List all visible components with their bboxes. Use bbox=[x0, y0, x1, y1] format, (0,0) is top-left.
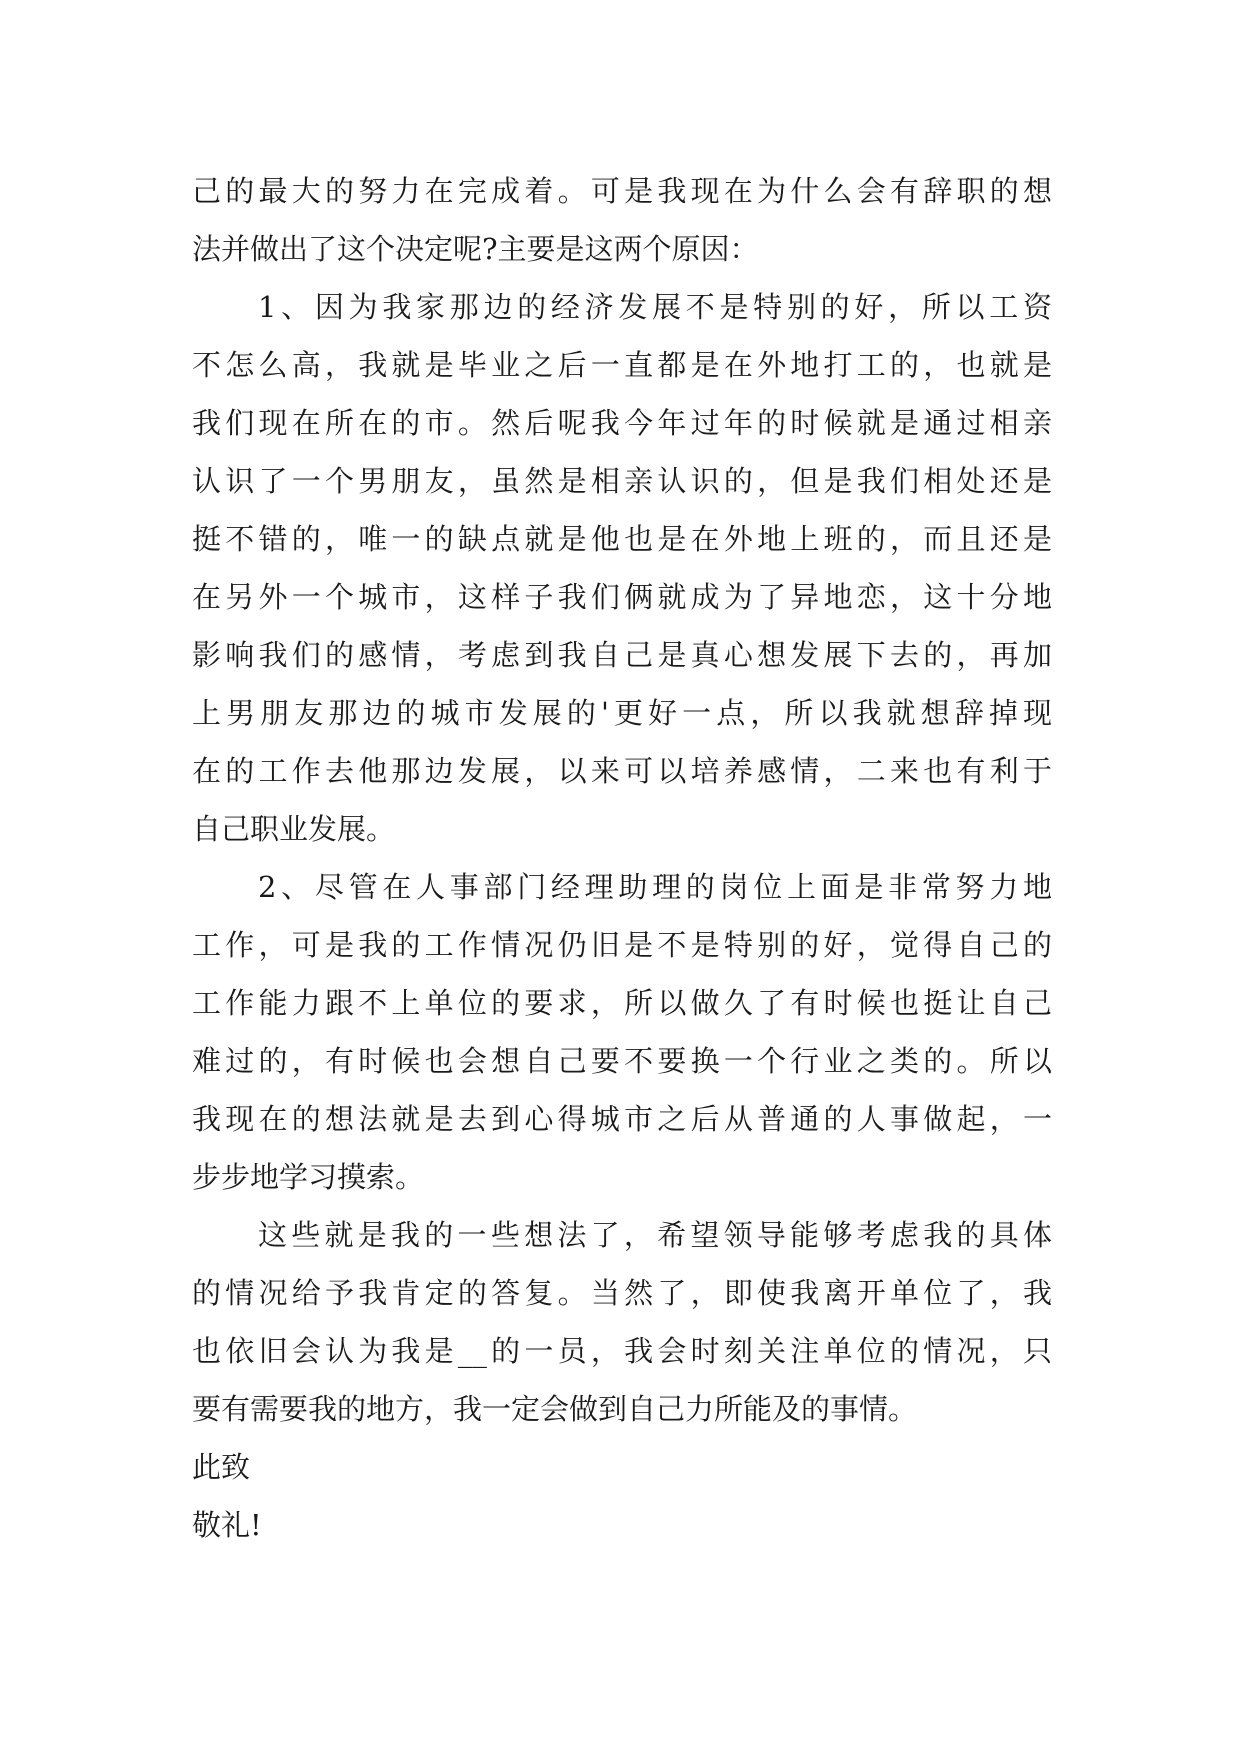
text-line-21: 也依旧会认为我是__的一员，我会时刻关注单位的情况，只 bbox=[192, 1334, 1052, 1368]
text-line-22: 要有需要我的地方，我一定会做到自己力所能及的事情。 bbox=[192, 1392, 918, 1426]
closing-regards: 敬礼! bbox=[192, 1508, 262, 1542]
text-line-20: 的情况给予我肯定的答复。当然了，即使我离开单位了，我 bbox=[192, 1276, 1052, 1310]
text-line-19: 这些就是我的一些想法了，希望领导能够考虑我的具体 bbox=[258, 1218, 1052, 1252]
closing-salutation: 此致 bbox=[192, 1450, 251, 1484]
text-line-13: 2、尽管在人事部门经理助理的岗位上面是非常努力地 bbox=[258, 870, 1052, 904]
text-line-7: 挺不错的，唯一的缺点就是他也是在外地上班的，而且还是 bbox=[192, 522, 1052, 556]
text-line-10: 上男朋友那边的城市发展的'更好一点，所以我就想辞掉现 bbox=[192, 696, 1052, 730]
text-line-17: 我现在的想法就是去到心得城市之后从普通的人事做起，一 bbox=[192, 1102, 1052, 1136]
text-line-16: 难过的，有时候也会想自己要不要换一个行业之类的。所以 bbox=[192, 1044, 1052, 1078]
text-line-1: 己的最大的努力在完成着。可是我现在为什么会有辞职的想 bbox=[192, 174, 1052, 208]
text-line-5: 我们现在所在的市。然后呢我今年过年的时候就是通过相亲 bbox=[192, 406, 1052, 440]
text-line-12: 自己职业发展。 bbox=[192, 812, 396, 846]
text-line-18: 步步地学习摸索。 bbox=[192, 1160, 425, 1194]
text-line-8: 在另外一个城市，这样子我们俩就成为了异地恋，这十分地 bbox=[192, 580, 1052, 614]
text-line-15: 工作能力跟不上单位的要求，所以做久了有时候也挺让自己 bbox=[192, 986, 1052, 1020]
text-line-11: 在的工作去他那边发展，以来可以培养感情，二来也有利于 bbox=[192, 754, 1052, 788]
text-line-6: 认识了一个男朋友，虽然是相亲认识的，但是我们相处还是 bbox=[192, 464, 1052, 498]
text-line-2: 法并做出了这个决定呢?主要是这两个原因： bbox=[192, 232, 759, 266]
text-line-3: 1、因为我家那边的经济发展不是特别的好，所以工资 bbox=[258, 290, 1052, 324]
text-line-4: 不怎么高，我就是毕业之后一直都是在外地打工的，也就是 bbox=[192, 348, 1052, 382]
text-line-9: 影响我们的感情，考虑到我自己是真心想发展下去的，再加 bbox=[192, 638, 1052, 672]
letter-body bbox=[192, 162, 1052, 1554]
text-line-14: 工作，可是我的工作情况仍旧是不是特别的好，觉得自己的 bbox=[192, 928, 1052, 962]
